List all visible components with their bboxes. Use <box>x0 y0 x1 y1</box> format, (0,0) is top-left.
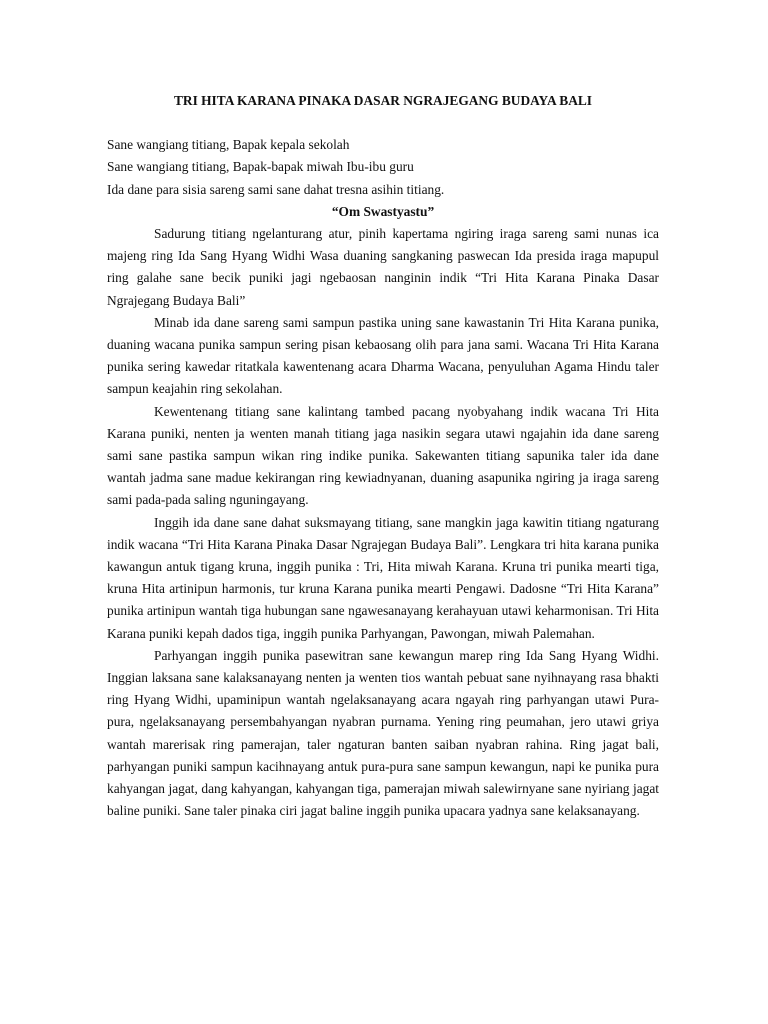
greeting-line: Ida dane para sisia sareng sami sane dahat tresna asihin titiang. <box>107 181 445 197</box>
salam-heading: “Om Swastyastu” <box>331 203 435 219</box>
body-paragraph: Kewentenang titiang sane kalintang tambed pacang nyobyahang indik wacana Tri Hita Karana puniki, nenten ja wenten manah titiang jaga nasikin segara utawi ngajahin ida dane sareng sami sane pastika sampun wikan ring indike punika. Sakewanten titiang sapunika taler ida dane wantah jadma sane madue kekirangan ring kewiadnyanan, duaning asapunika ngiring ja iraga sareng sami pada-pada saling nguningayang. <box>107 403 659 508</box>
document-title: TRI HITA KARANA PINAKA DASAR NGRAJEGANG BUDAYA BALI <box>173 93 593 108</box>
document-page <box>107 90 659 823</box>
body-text <box>107 223 659 822</box>
body-paragraph: Sadurung titiang ngelanturang atur, pinih kapertama ngiring iraga sareng sami nunas ica majeng ring Ida Sang Hyang Widhi Wasa duaning sangkaning paswecan Ida presida iraga mapupul ring galahe sane becik puniki jagi ngebaosan nanginin indik “Tri Hita Karana Pinaka Dasar Ngrajegang Budaya Bali” <box>107 226 659 308</box>
body-paragraph: Parhyangan inggih punika pasewitran sane kewangun marep ring Ida Sang Hyang Widhi. Inggian laksana sane kalaksanayang nenten ja wenten tios wantah pebuat sane nyihnayang rasa bhakti ring Hyang Widhi, upaminipun wantah ngelaksanayang acara ngayah ring parhyangan utawi Pura-pura, ngelaksanayang persembahyangan nyabran purnama. Yening ring peumahan, jero utawi griya wantah marerisak ring pamerajan, taler ngaturan banten saiban nyabran rahina. Ring jagat bali, parhyangan puniki sampun kacihnayang antuk pura-pura sane sampun kewangun, napi ke punika pura kahyangan jagat, dang kahyangan, kahyangan tiga, pamerajan miwah salewirnyane sane nyiriang jagat baline puniki. Sane taler pinaka ciri jagat baline inggih punika upacara yadnya sane kelaksanayang. <box>107 647 659 819</box>
body-paragraph: Minab ida dane sareng sami sampun pastika uning sane kawastanin Tri Hita Karana punika, duaning wacana punika sampun sering pisan kebaosang olih para jana sami. Wacana Tri Hita Karana punika sering kawedar ritatkala kawentenang acara Dharma Wacana, penyuluhan Agama Hindu taler sampun keajahin ring sekolahan. <box>107 314 659 397</box>
greetings-block <box>107 134 659 201</box>
greeting-line: Sane wangiang titiang, Bapak-bapak miwah Ibu-ibu guru <box>107 159 414 175</box>
greeting-line: Sane wangiang titiang, Bapak kepala sekolah <box>107 137 350 153</box>
body-paragraph: Inggih ida dane sane dahat suksmayang titiang, sane mangkin jaga kawitin titiang ngaturang indik wacana “Tri Hita Karana Pinaka Dasar Ngrajegan Budaya Bali”. Lengkara tri hita karana punika kawangun antuk tigang kruna, inggih punika : Tri, Hita miwah Karana. Kruna tri punika mearti tiga, kruna Hita artinipun harmonis, tur kruna Karana punika mearti Pengawi. Dadosne “Tri Hita Karana” punika artinipun wantah tiga hubungan sane ngawesanayang kerahayuan utawi keharmonisan. Tri Hita Karana puniki kepah dados tiga, inggih punika Parhyangan, Pawongan, miwah Palemahan. <box>107 514 659 641</box>
